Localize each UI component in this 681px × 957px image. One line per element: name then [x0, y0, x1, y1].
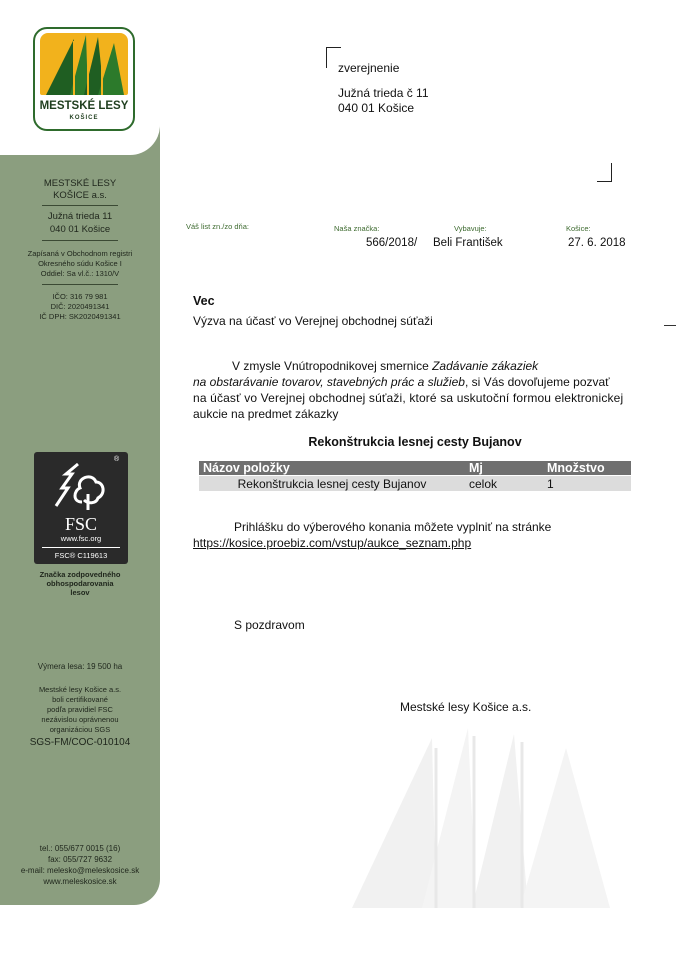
company-logo [33, 27, 135, 131]
table-header-row [199, 461, 631, 476]
fsc-label: FSC [64, 514, 98, 534]
place-label: Košice: [566, 224, 591, 233]
signature: Mestské lesy Košice a.s. [400, 700, 532, 714]
cert-line-2: boli certifikované [52, 695, 108, 704]
logo-subtext: KOŠICE [69, 115, 99, 121]
cert-line-1: Mestské lesy Košice a.s. [38, 685, 122, 694]
our-ref-value: 566/2018/ [366, 237, 418, 249]
fold-mark [664, 325, 676, 326]
divider [42, 240, 118, 241]
paragraph-text: , si Vás dovoľujeme pozvať [464, 375, 610, 389]
fsc-code: FSC® C119613 [54, 551, 108, 560]
subject-text: Výzva na účasť vo Verejnej obchodnej súťaži [193, 314, 433, 328]
cell-quantity: 1 [543, 476, 631, 492]
contact-fax: fax: 055/727 9632 [47, 855, 113, 864]
registry-2: Okresného súdu Košice I [38, 259, 122, 268]
column-header-quantity: Množstvo [543, 461, 631, 476]
fsc-caption-2: obhospodarovania [46, 579, 114, 588]
recipient-line-3: 040 01 Košice [338, 101, 415, 115]
address-1: Južná trieda 11 [47, 211, 113, 222]
handled-by-value: Beli František [433, 237, 503, 249]
date-value: 27. 6. 2018 [568, 237, 626, 249]
table-row [199, 476, 631, 492]
paragraph-line-3: na účasť vo Verejnej obchodnej súťaži, ktoré sa uskutoční formou elektronickej [193, 391, 624, 405]
recipient-line-2: Južná trieda č 11 [338, 86, 429, 100]
address-corner-mark [597, 163, 612, 182]
subject-label: Vec [193, 294, 215, 308]
paragraph-line-4: aukcie na predmet zákazky [193, 407, 339, 421]
your-letter-label: Váš list zn./zo dňa: [186, 222, 249, 231]
ico: IČO: 316 79 981 [52, 292, 108, 301]
item-title: Rekonštrukcia lesnej cesty Bujanov [308, 435, 522, 449]
handled-by-label: Vybavuje: [454, 224, 487, 233]
our-ref-label: Naša značka: [334, 224, 380, 233]
closing: S pozdravom [234, 618, 305, 632]
icdph: IČ DPH: SK2020491341 [39, 312, 121, 321]
sidebar [0, 0, 160, 905]
fsc-caption-3: lesov [70, 588, 90, 597]
column-header-name: Názov položky [199, 461, 465, 476]
paragraph-line-2 [193, 374, 610, 390]
logo-text: MESTSKÉ LESY [39, 100, 129, 112]
registry-1: Zapísaná v Obchodnom registri [27, 249, 133, 258]
dic: DIČ: 2020491341 [50, 302, 110, 311]
paragraph-italic: Zadávanie zákaziek [432, 359, 539, 373]
address-2: 040 01 Košice [49, 224, 111, 235]
watermark-logo [352, 728, 612, 908]
paragraph-italic: na obstarávanie tovarov, stavebných prác a služieb [193, 375, 465, 389]
cell-unit: celok [465, 476, 543, 492]
divider [42, 284, 118, 285]
cert-line-5: organizáciou SGS [49, 725, 111, 734]
company-name-1: MESTSKÉ LESY [43, 178, 117, 189]
registry-3: Oddiel: Sa vl.č.: 1310/V [40, 269, 120, 278]
divider [42, 205, 118, 206]
cell-item-name: Rekonštrukcia lesnej cesty Bujanov [199, 476, 465, 492]
application-text: Prihlášku do výberového konania môžete vyplniť na stránke [234, 520, 552, 534]
cert-line-4: nezávislou oprávnenou [41, 715, 119, 724]
contact-web: www.meleskosice.sk [43, 877, 117, 886]
fsc-logo [34, 452, 128, 564]
registered-mark: ® [114, 456, 120, 463]
logo-tree-icon [40, 33, 128, 95]
cert-line-3: podľa pravidiel FSC [47, 705, 113, 714]
cert-code: SGS-FM/COC-010104 [29, 737, 131, 748]
divider [42, 547, 120, 548]
column-header-unit: Mj [465, 461, 543, 476]
fsc-url: www.fsc.org [60, 534, 102, 543]
fsc-tree-icon [52, 462, 110, 512]
items-table [199, 461, 631, 491]
auction-link[interactable]: https://kosice.proebiz.com/vstup/aukce_seznam.php [193, 536, 472, 550]
contact-email: e-mail: melesko@meleskosice.sk [20, 866, 140, 875]
paragraph-text: V zmysle Vnútropodnikovej smernice [232, 359, 433, 373]
recipient-line-1: zverejnenie [338, 61, 400, 75]
logo-area [0, 0, 160, 155]
paragraph-line-1 [232, 358, 538, 374]
forest-area: Výmera lesa: 19 500 ha [37, 662, 123, 671]
company-name-2: KOŠICE a.s. [53, 190, 107, 201]
contact-tel: tel.: 055/677 0015 (16) [39, 844, 121, 853]
fsc-caption-1: Značka zodpovedného [39, 570, 121, 579]
